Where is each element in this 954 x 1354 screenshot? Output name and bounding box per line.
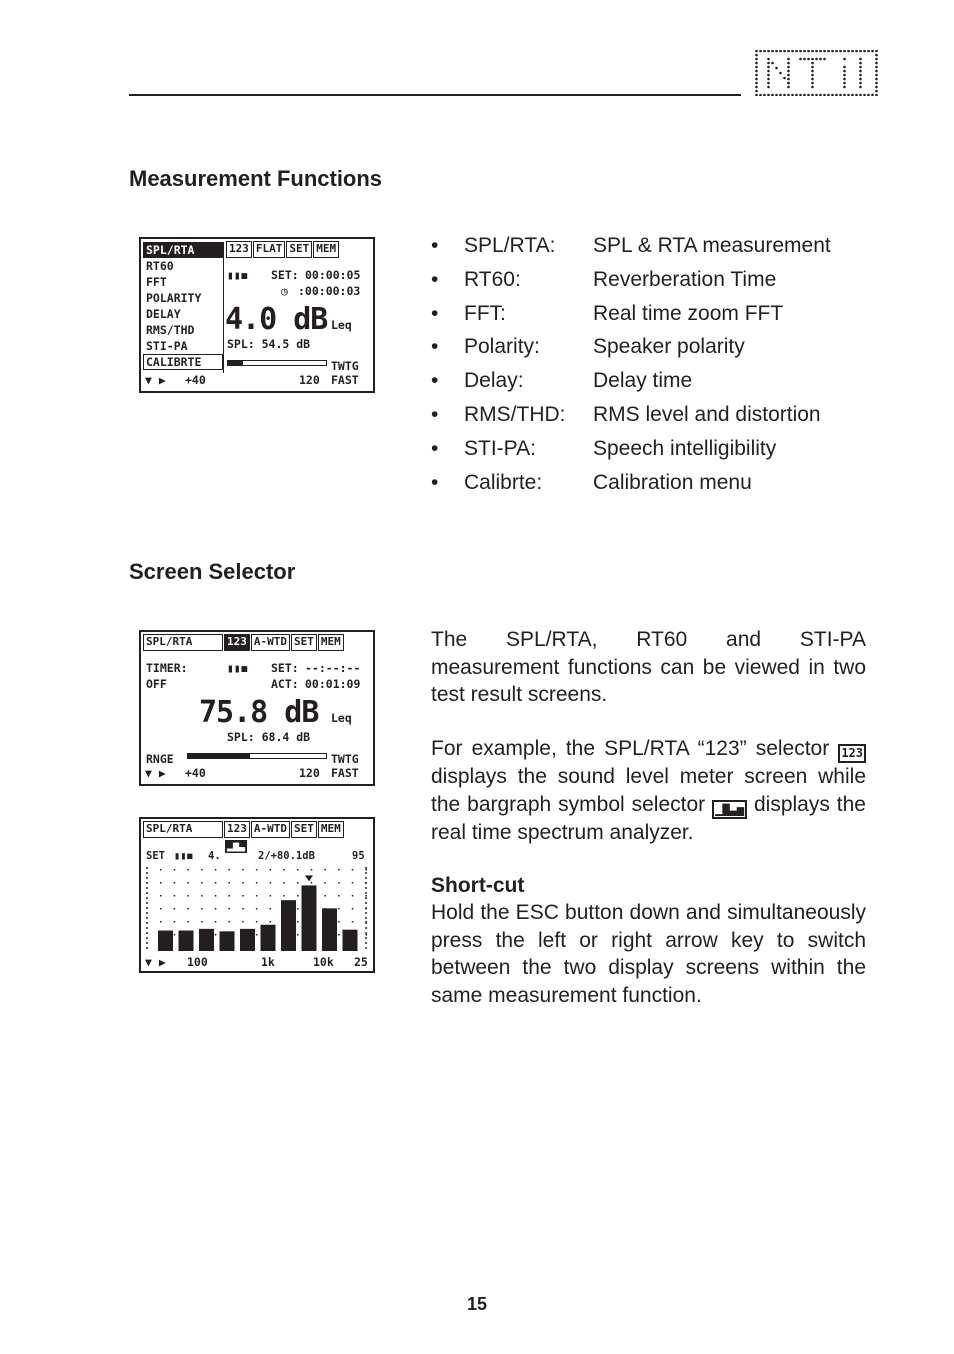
- weighting: TWTG: [331, 752, 359, 766]
- tab-123: 123: [226, 241, 252, 258]
- speed: FAST: [331, 373, 359, 387]
- grid-dot: [174, 934, 176, 936]
- set-time: --:--:--: [305, 661, 361, 675]
- grid-dot: [160, 921, 162, 923]
- grid-dot: [229, 869, 231, 871]
- grid-dot: [270, 908, 272, 910]
- grid-dot: [256, 921, 258, 923]
- grid-dot: [366, 869, 368, 871]
- grid-dot: [256, 882, 258, 884]
- set-time: 00:00:05: [305, 268, 361, 282]
- tab-mem: MEM: [318, 634, 344, 651]
- leq-value: 4.0 dB: [225, 302, 328, 337]
- grid-dot: [187, 882, 189, 884]
- grid-dot: [352, 869, 354, 871]
- act-label: ACT:: [271, 677, 299, 691]
- pause-icon: ▮▮◼: [174, 850, 193, 862]
- menu-item: SPL/RTA: [143, 242, 223, 258]
- level-bar-fill: [228, 361, 243, 365]
- spl-readout: SPL: 54.5 dB: [227, 337, 311, 351]
- grid-dot: [352, 921, 354, 923]
- lcd-rta-screen: [139, 817, 375, 973]
- set-label: SET:: [271, 268, 299, 282]
- grid-dot: [160, 908, 162, 910]
- nti-logo: [755, 50, 878, 96]
- tab-set: SET: [291, 634, 317, 651]
- grid-dot: [215, 921, 217, 923]
- grid-dot: [324, 882, 326, 884]
- tab-spl-rta: SPL/RTA: [143, 821, 223, 838]
- clock-icon: ◷: [281, 284, 288, 298]
- grid-dot: [256, 908, 258, 910]
- level-bar: [187, 753, 327, 759]
- grid-dot: [270, 921, 272, 923]
- grid-dot: [229, 921, 231, 923]
- grid-dot: [297, 934, 299, 936]
- grid-dot: [338, 921, 340, 923]
- grid-dot: [187, 869, 189, 871]
- range-low: +40: [185, 373, 206, 387]
- grid-dot: [201, 869, 203, 871]
- grid-dot: [215, 908, 217, 910]
- grid-dot: [366, 934, 368, 936]
- menu-item: RT60: [146, 259, 174, 273]
- tab-spl-rta: SPL/RTA: [143, 634, 223, 651]
- grid-dot: [160, 882, 162, 884]
- grid-dot: [201, 882, 203, 884]
- set-label: SET:: [271, 661, 299, 675]
- rta-bar: [343, 930, 358, 951]
- level-bar-fill: [188, 754, 250, 758]
- arrow-icons: ▼ ▶: [145, 766, 166, 780]
- tab-set: SET: [291, 821, 317, 838]
- status-count: 95: [352, 850, 365, 862]
- x-label: 10k: [313, 955, 334, 969]
- grid-dot: [283, 895, 285, 897]
- grid-dot: [215, 895, 217, 897]
- bargraph-selector-icon: ▁▇▃▅: [712, 800, 747, 819]
- rta-bar: [158, 931, 173, 952]
- grid-dot: [174, 882, 176, 884]
- grid-dot: [352, 882, 354, 884]
- lcd-measurement-menu: [139, 237, 375, 393]
- rta-bar: [302, 885, 317, 951]
- grid-dot: [242, 869, 244, 871]
- function-menu: [143, 242, 224, 373]
- grid-dot: [338, 908, 340, 910]
- grid-dot: [297, 895, 299, 897]
- shortcut-heading: Short-cut: [431, 874, 525, 897]
- grid-dot: [270, 869, 272, 871]
- status-label: SET: [146, 850, 165, 862]
- pause-icon: ▮▮◼: [227, 268, 248, 282]
- tab-set: SET: [286, 241, 312, 258]
- grid-dot: [338, 934, 340, 936]
- grid-dot: [256, 869, 258, 871]
- grid-dot: [187, 908, 189, 910]
- menu-item: FFT: [146, 275, 167, 289]
- lcd-tabs: [143, 634, 371, 651]
- elapsed-time: :00:00:03: [298, 284, 361, 298]
- grid-dot: [242, 895, 244, 897]
- range-low: +40: [185, 766, 206, 780]
- grid-dot: [311, 869, 313, 871]
- tab-flat: FLAT: [253, 241, 286, 258]
- section-title-measurement-functions: Measurement Functions: [129, 166, 383, 191]
- grid-dot: [229, 882, 231, 884]
- rta-bar: [220, 931, 235, 951]
- grid-dot: [229, 908, 231, 910]
- x-label: 100: [187, 955, 208, 969]
- grid-dot: [297, 908, 299, 910]
- grid-dot: [324, 869, 326, 871]
- grid-dot: [270, 895, 272, 897]
- arrow-icons: ▼ ▶: [145, 955, 166, 969]
- grid-dot: [201, 908, 203, 910]
- tab-mem: MEM: [313, 241, 339, 258]
- status-mid: 4.: [208, 850, 221, 862]
- grid-dot: [174, 908, 176, 910]
- range-label: RNGE: [146, 752, 174, 766]
- selector-123-icon: 123: [838, 744, 866, 763]
- timer-state: OFF: [146, 677, 167, 691]
- rta-bar: [261, 925, 276, 951]
- rta-bar: [199, 929, 214, 951]
- grid-dot: [352, 908, 354, 910]
- x-label: 25: [354, 955, 368, 969]
- arrow-icons: ▼ ▶: [145, 373, 166, 387]
- status-right: 2/+80.1dB: [258, 850, 315, 862]
- leq-unit: Leq: [331, 711, 352, 725]
- grid-dot: [229, 895, 231, 897]
- grid-dot: [187, 895, 189, 897]
- page-number: 15: [466, 1294, 488, 1314]
- x-label: 1k: [261, 955, 275, 969]
- range-high: 120: [299, 373, 320, 387]
- grid-dot: [160, 895, 162, 897]
- shortcut-text: Hold the ESC button down and simultaneously press the left or right arrow key to switch between the two display screens within the same measurement function.: [431, 901, 866, 1007]
- menu-item: POLARITY: [146, 291, 202, 305]
- level-bar: [227, 360, 327, 366]
- grid-dot: [338, 882, 340, 884]
- cursor-marker-icon: [305, 875, 313, 881]
- grid-dot: [187, 921, 189, 923]
- rta-bar: [240, 929, 255, 951]
- section-title-screen-selector: Screen Selector: [129, 559, 296, 584]
- paragraph-intro: The SPL/RTA, RT60 and STI-PA measurement functions can be viewed in two test result screens.: [431, 628, 866, 706]
- pause-icon: ▮▮◼: [227, 661, 248, 675]
- timer-label: TIMER:: [146, 661, 188, 675]
- spl-readout: SPL: 68.4 dB: [227, 730, 311, 744]
- grid-dot: [352, 895, 354, 897]
- tab-a-wtd: A-WTD: [251, 634, 290, 651]
- range-high: 120: [299, 766, 320, 780]
- tab-a-wtd: A-WTD: [251, 821, 290, 838]
- grid-dot: [324, 895, 326, 897]
- grid-dot: [174, 895, 176, 897]
- lcd-tabs: [143, 821, 371, 838]
- rta-bar: [281, 900, 296, 951]
- leq-value: 75.8 dB: [199, 695, 319, 730]
- grid-dot: [256, 895, 258, 897]
- grid-dot: [174, 921, 176, 923]
- grid-dot: [160, 869, 162, 871]
- lcd-tabs: [226, 241, 371, 258]
- rta-bar: [322, 908, 337, 951]
- grid-dot: [242, 921, 244, 923]
- menu-item: DELAY: [146, 307, 181, 321]
- grid-dot: [311, 882, 313, 884]
- grid-dot: [242, 908, 244, 910]
- grid-dot: [201, 895, 203, 897]
- rta-chart: [144, 865, 372, 953]
- bargraph-icon: ▂▆▃: [227, 841, 246, 852]
- grid-dot: [201, 921, 203, 923]
- weighting: TWTG: [331, 359, 359, 373]
- menu-item: CALIBRTE: [143, 354, 223, 370]
- grid-dot: [215, 882, 217, 884]
- grid-dot: [297, 882, 299, 884]
- tab-mem: MEM: [318, 821, 344, 838]
- act-time: 00:01:09: [305, 677, 361, 691]
- menu-item: STI-PA: [146, 339, 188, 353]
- menu-item: RMS/THD: [146, 323, 195, 337]
- grid-dot: [215, 934, 217, 936]
- grid-dot: [242, 882, 244, 884]
- grid-dot: [283, 882, 285, 884]
- grid-dot: [283, 869, 285, 871]
- grid-dot: [297, 869, 299, 871]
- grid-dot: [215, 869, 217, 871]
- tab-123: 123: [224, 821, 250, 838]
- lcd-slm-screen: [139, 630, 375, 786]
- speed: FAST: [331, 766, 359, 780]
- tab-123: 123: [224, 634, 250, 651]
- grid-dot: [338, 869, 340, 871]
- leq-unit: Leq: [331, 318, 352, 332]
- grid-dot: [174, 869, 176, 871]
- grid-dot: [366, 895, 368, 897]
- paragraph-example: For example, the SPL/RTA “123” selector 123 displays the sound level meter screen while the bargraph symbol selector ▁▇▃▅ displays the real time spectrum analyzer.: [431, 737, 866, 844]
- rta-bar: [179, 931, 194, 952]
- grid-dot: [256, 934, 258, 936]
- header-rule: [129, 94, 741, 96]
- grid-dot: [338, 895, 340, 897]
- grid-dot: [297, 921, 299, 923]
- grid-dot: [270, 882, 272, 884]
